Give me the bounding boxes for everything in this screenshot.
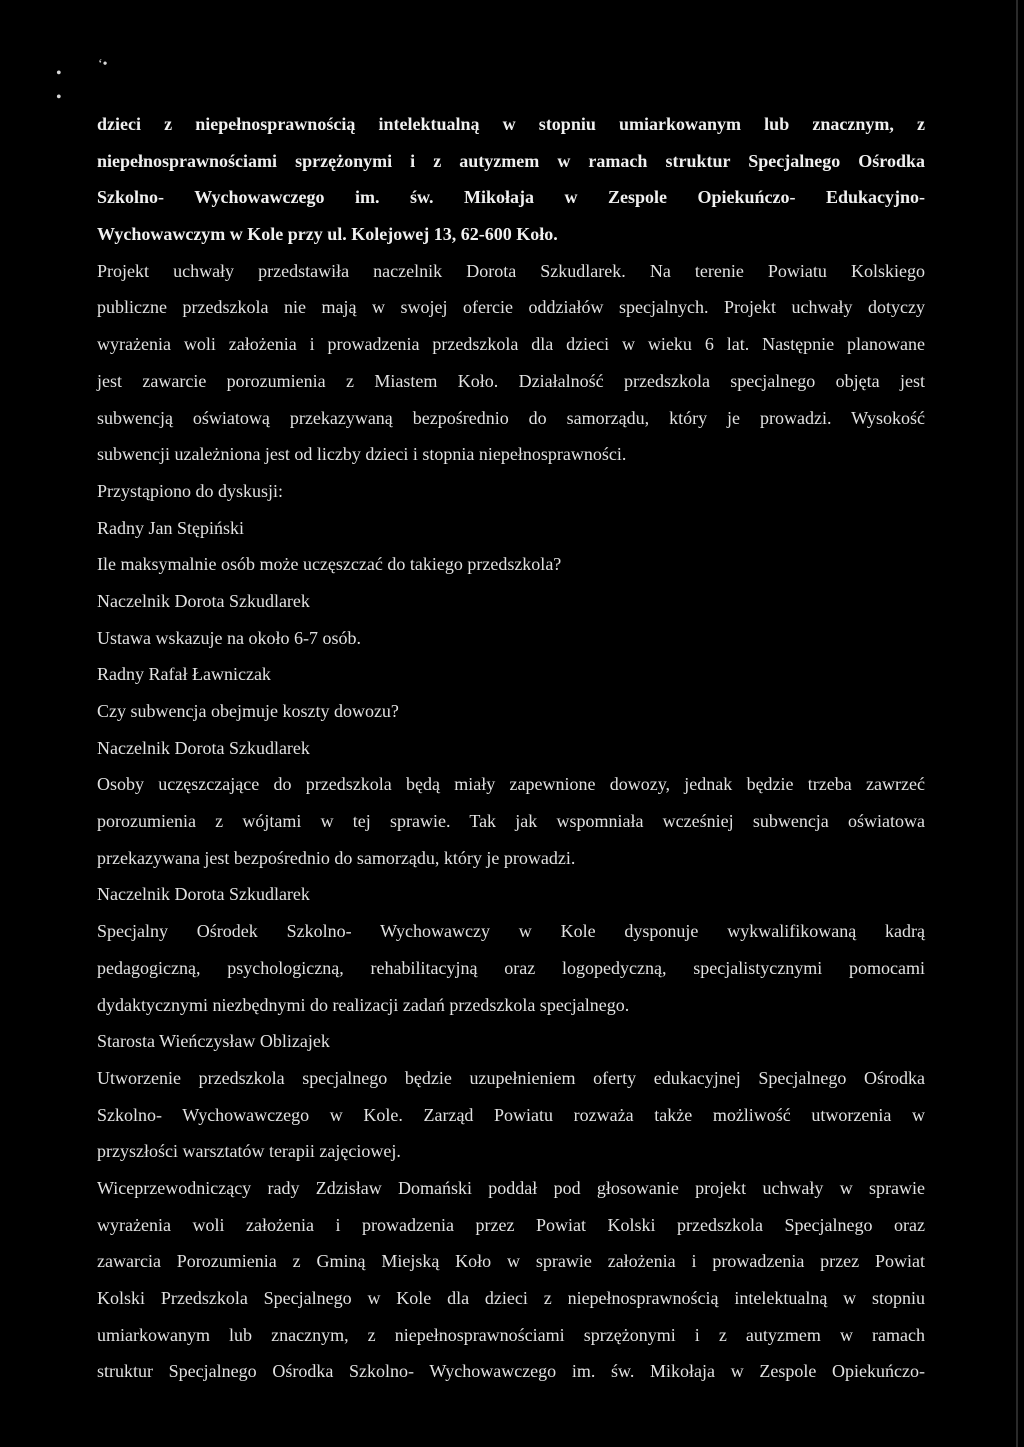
text-line: jest zawarcie porozumienia z Miastem Koło. Działalność przedszkola specjalnego objęta jest (97, 370, 925, 391)
text-line: wyrażenia woli założenia i prowadzenia przez Powiat Kolski przedszkola Specjalnego oraz (97, 1214, 925, 1235)
text-line: subwencją oświatową przekazywaną bezpośrednio do samorządu, który je prowadzi. Wysokość (97, 407, 925, 428)
speaker-name: Starosta Wieńczysław Oblizajek (97, 1031, 330, 1052)
scan-dot: • (56, 65, 62, 82)
speaker-name: Radny Rafał Ławniczak (97, 664, 271, 685)
speaker-answer: Ustawa wskazuje na około 6-7 osób. (97, 627, 361, 648)
text-line: dydaktycznymi niezbędnymi do realizacji zadań przedszkola specjalnego. (97, 994, 630, 1015)
text-line: porozumienia z wójtami w tej sprawie. Tak jak wspomniała wcześniej subwencja oświatowa (97, 811, 925, 832)
speaker-name: Radny Jan Stępiński (97, 517, 244, 538)
speaker-name: Naczelnik Dorota Szkudlarek (97, 884, 310, 905)
text-line: publiczne przedszkola nie mają w swojej ofercie oddziałów specjalnych. Projekt uchwały dotyczy (97, 297, 925, 318)
document-body (97, 106, 925, 1390)
discussion-heading: Przystąpiono do dyskusji: (97, 480, 284, 501)
text-line: przyszłości warsztatów terapii zajęciowej. (97, 1141, 401, 1162)
scan-tick: ‘• (98, 57, 108, 72)
text-line: przekazywana jest bezpośrednio do samorządu, który je prowadzi. (97, 847, 576, 868)
speaker-name: Naczelnik Dorota Szkudlarek (97, 737, 310, 758)
text-line: Projekt uchwały przedstawiła naczelnik Dorota Szkudlarek. Na terenie Powiatu Kolskiego (97, 260, 925, 281)
scan-dot: • (56, 89, 62, 106)
text-line: Specjalny Ośrodek Szkolno- Wychowawczy w Kole dysponuje wykwalifikowaną kadrą (97, 921, 925, 942)
scan-artifacts (52, 58, 132, 108)
text-line: pedagogiczną, psychologiczną, rehabilitacyjną oraz logopedyczną, specjalistycznymi pomocami (97, 957, 925, 978)
text-line: Szkolno- Wychowawczego w Kole. Zarząd Powiatu rozważa także możliwość utworzenia w (97, 1104, 925, 1125)
text-line: Kolski Przedszkola Specjalnego w Kole dla dzieci z niepełnosprawnością intelektualną w stopniu (97, 1288, 925, 1308)
text-line: Szkolno- Wychowawczego im. św. Mikołaja w Zespole Opiekuńczo- Edukacyjno- (97, 187, 925, 208)
text-line: Wychowawczym w Kole przy ul. Kolejowej 13, 62-600 Koło. (97, 224, 558, 245)
text-line: Wiceprzewodniczący rady Zdzisław Domański poddał pod głosowanie projekt uchwały w sprawie (97, 1177, 925, 1198)
text-line: zawarcia Porozumienia z Gminą Miejską Koło w sprawie założenia i prowadzenia przez Powiat (97, 1251, 925, 1272)
text-line: dzieci z niepełnosprawnością intelektualną w stopniu umiarkowanym lub znacznym, z (97, 114, 925, 134)
text-line: Osoby uczęszczające do przedszkola będą miały zapewnione dowozy, jednak będzie trzeba zawrzeć (97, 774, 925, 795)
scan-edge (1016, 0, 1018, 1447)
text-line: struktur Specjalnego Ośrodka Szkolno- Wychowawczego im. św. Mikołaja w Zespole Opiekuńczo- (97, 1361, 925, 1382)
speaker-question: Ile maksymalnie osób może uczęszczać do takiego przedszkola? (97, 554, 562, 575)
text-line: umiarkowanym lub znacznym, z niepełnosprawnościami sprzężonymi i z autyzmem w ramach (97, 1324, 925, 1345)
speaker-name: Naczelnik Dorota Szkudlarek (97, 590, 310, 611)
text-line: Utworzenie przedszkola specjalnego będzie uzupełnieniem oferty edukacyjnej Specjalnego Ośrodka (97, 1067, 925, 1088)
text-line: subwencji uzależniona jest od liczby dzieci i stopnia niepełnosprawności. (97, 444, 627, 465)
speaker-question: Czy subwencja obejmuje koszty dowozu? (97, 701, 399, 721)
text-line: wyrażenia woli założenia i prowadzenia przedszkola dla dzieci w wieku 6 lat. Następnie planowane (97, 334, 925, 355)
text-line: niepełnosprawnościami sprzężonymi i z autyzmem w ramach struktur Specjalnego Ośrodka (97, 150, 925, 171)
